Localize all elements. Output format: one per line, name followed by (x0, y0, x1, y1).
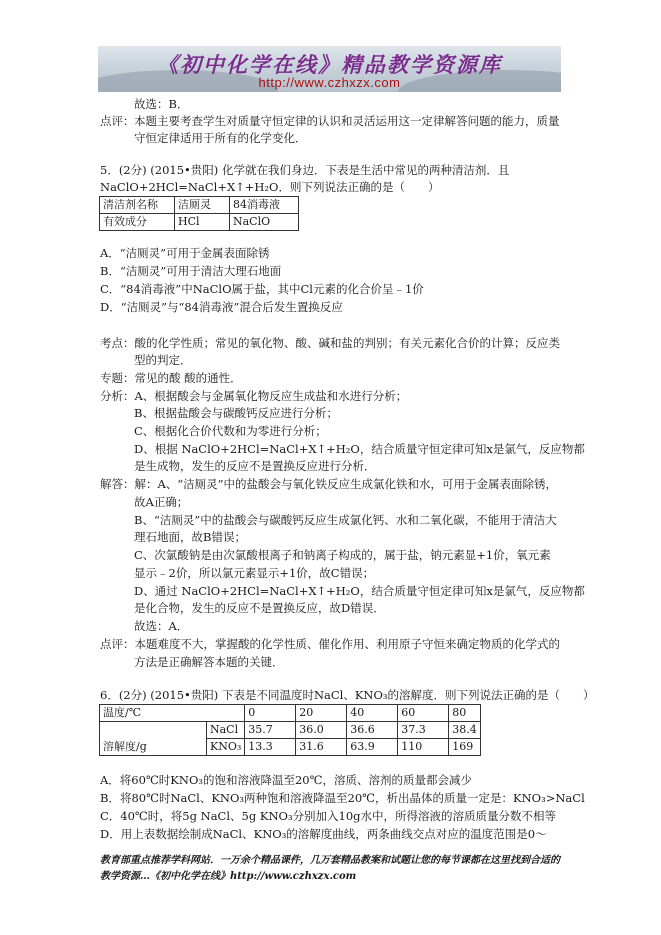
q5-kaodian-line1: 考点：酸的化学性质；常见的氧化物、酸、碱和盐的判别；有关元素化合价的计算；反应类 (100, 336, 560, 350)
table-row (100, 722, 481, 739)
table-cell: 84消毒液 (230, 197, 299, 214)
footer-line2: 教学资源…《初中化学在线》http://www.czhxzx.com (100, 871, 357, 882)
q5-solution-line: 故选：A． (134, 619, 189, 633)
table-cell: 40 (347, 705, 398, 722)
q4-comment-label: 点评： (100, 114, 135, 128)
footer-line1: 教育部重点推荐学科网站．一万余个精品课件，几万套精品教案和试题让您的每节课都在这里找到合适的 (100, 855, 560, 866)
table-cell: 63.9 (347, 739, 398, 756)
table-row (100, 705, 481, 722)
q5-analysis-line: B、根据盐酸会与碳酸钙反应进行分析； (134, 406, 338, 420)
q6-option-d: D．用上表数据绘制成NaCl、KNO₃的溶解度曲线，两条曲线交点对应的温度范围是0～ (100, 827, 547, 841)
table-row (100, 197, 299, 214)
q4-comment-line1: 本题主要考查学生对质量守恒定律的认识和灵活运用这一定律解答问题的能力，质量 (134, 114, 560, 128)
table-cell: 36.0 (296, 722, 347, 739)
site-banner (98, 46, 561, 92)
table-cell: 20 (296, 705, 347, 722)
q6-solubility-table (99, 704, 481, 756)
table-cell: 169 (449, 739, 481, 756)
table-cell: 60 (398, 705, 449, 722)
table-cell: 有效成分 (100, 214, 175, 231)
q5-solution-line: 理石地面，故B错误； (134, 530, 246, 544)
q5-solution-line: C、次氯酸钠是由次氯酸根离子和钠离子构成的，属于盐，钠元素显+1价，氧元素 (134, 548, 551, 562)
q5-zhuanti: 专题：常见的酸 酸的通性． (100, 371, 242, 385)
q5-review-line1: 点评：本题难度不大，掌握酸的化学性质、催化作用、利用原子守恒来确定物质的化学式的 (100, 637, 560, 651)
q5-analysis-line: 分析：A、根据酸会与金属氧化物反应生成盐和水进行分析； (100, 389, 408, 403)
q5-review-line2: 方法是正确解答本题的关键． (134, 655, 284, 669)
q5-kaodian-line2: 型的判定． (134, 353, 192, 367)
table-cell: 溶解度/g (100, 722, 207, 756)
table-cell: NaClO (230, 214, 299, 231)
banner-title: 《初中化学在线》精品教学资源库 (157, 52, 502, 77)
table-cell: 110 (398, 739, 449, 756)
table-cell: 温度/℃ (100, 705, 245, 722)
q5-analysis-line: D、根据 NaClO+2HCl=NaCl+X↑+H₂O，结合质量守恒定律可知x是氯气，反应物都 (134, 442, 585, 456)
q5-solution-line: 是化合物，发生的反应不是置换反应，故D错误． (134, 601, 385, 615)
q5-solution-line: D、通过 NaClO+2HCl=NaCl+X↑+H₂O，结合质量守恒定律可知x是氯气，反应物都 (134, 584, 585, 598)
table-cell: NaCl (207, 722, 245, 739)
q5-solution-line: 故A正确； (134, 495, 189, 509)
table-cell: 13.3 (245, 739, 296, 756)
table-cell: 0 (245, 705, 296, 722)
banner-url[interactable]: http://www.czhxzx.com (258, 75, 401, 90)
table-cell: 37.3 (398, 722, 449, 739)
q5-option-c: C．“84消毒液”中NaClO属于盐，其中Cl元素的化合价呈﹣1价 (100, 282, 424, 296)
table-cell: 清洁剂名称 (100, 197, 175, 214)
q5-solution-line: 显示﹣2价，所以氯元素显示+1价，故C错误； (134, 566, 375, 580)
q5-solution-line: 解答：解：A、“洁厕灵”中的盐酸会与氧化铁反应生成氯化铁和水，可用于金属表面除锈， (100, 477, 558, 491)
table-cell: KNO₃ (207, 739, 245, 756)
table-cell: HCl (175, 214, 230, 231)
table-cell: 洁厕灵 (175, 197, 230, 214)
table-cell: 35.7 (245, 722, 296, 739)
q5-option-a: A．“洁厕灵”可用于金属表面除锈 (100, 246, 270, 260)
q4-answer: 故选：B． (134, 97, 189, 111)
q5-option-d: D．“洁厕灵”与“84消毒液”混合后发生置换反应 (100, 300, 343, 314)
q5-stem-line1: 5．(2分) (2015•贵阳) 化学就在我们身边．下表是生活中常见的两种清洁剂．且 (100, 163, 510, 177)
table-row (100, 214, 299, 231)
q5-analysis-line: 是生成物，发生的反应不是置换反应进行分析． (134, 459, 376, 473)
q4-comment-line2: 守恒定律适用于所有的化学变化． (134, 131, 307, 145)
q5-analysis-line: C、根据化合价代数和为零进行分析； (134, 424, 327, 438)
q5-stem-line2: NaClO+2HCl=NaCl+X↑+H₂O．则下列说法正确的是（ ） (100, 180, 440, 194)
table-cell: 38.4 (449, 722, 481, 739)
q6-option-b: B．将80℃时NaCl、KNO₃两种饱和溶液降温至20℃，析出晶体的质量一定是：KNO₃>NaCl (100, 791, 585, 805)
table-cell: 31.6 (296, 739, 347, 756)
q5-solution-line: B、“洁厕灵”中的盐酸会与碳酸钙反应生成氯化钙、水和二氧化碳，不能用于清洁大 (134, 513, 557, 527)
q5-option-b: B．“洁厕灵”可用于清洁大理石地面 (100, 264, 282, 278)
q6-option-a: A．将60℃时KNO₃的饱和溶液降温至20℃，溶质、溶剂的质量都会减少 (100, 773, 472, 787)
table-cell: 36.6 (347, 722, 398, 739)
table-cell: 80 (449, 705, 481, 722)
q6-option-c: C．40℃时，将5g NaCl、5g KNO₃分别加入10g水中，所得溶液的溶质质量分数不相等 (100, 809, 557, 823)
q6-stem: 6．(2分) (2015•贵阳) 下表是不同温度时NaCl、KNO₃的溶解度．则下列说法正确的是（ ） (100, 688, 595, 702)
q5-cleaner-table (99, 196, 299, 231)
